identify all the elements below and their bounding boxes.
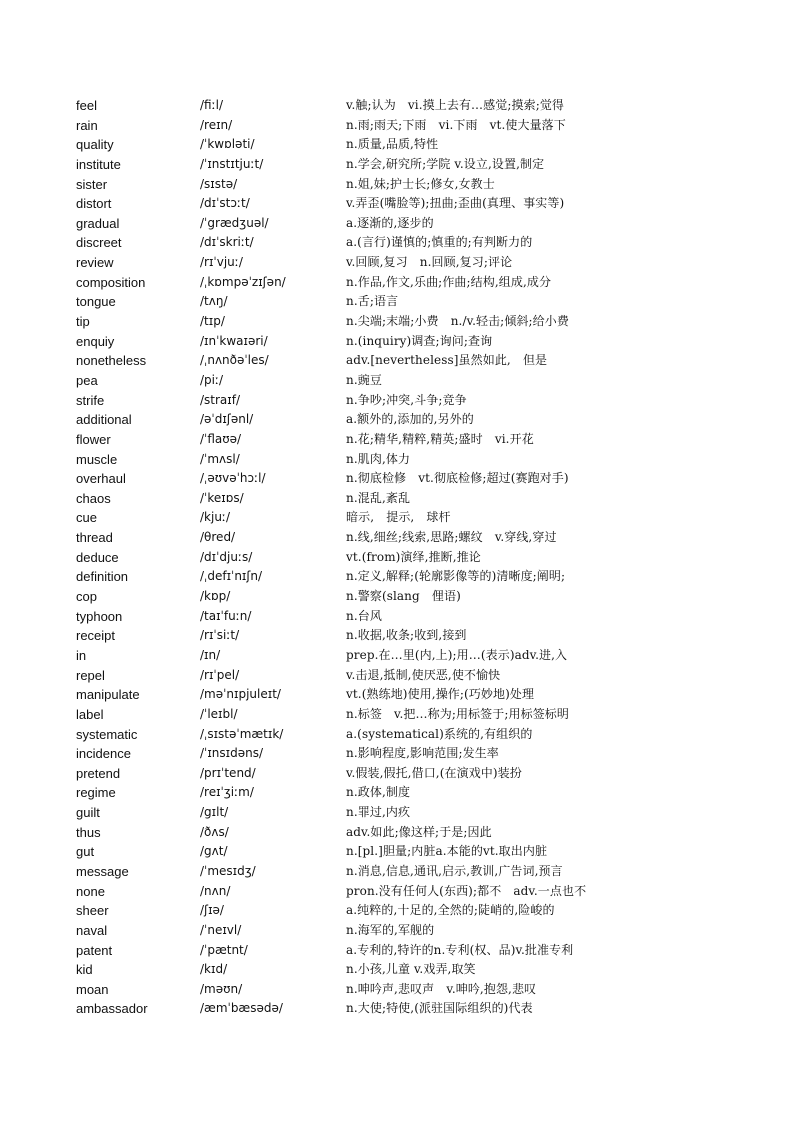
vocab-entry <box>76 312 776 332</box>
definition: n.豌豆 <box>346 372 382 387</box>
vocab-entry <box>76 567 776 587</box>
definition: n.争吵;冲突,斗争;竞争 <box>346 392 467 407</box>
headword: nonetheless <box>76 353 147 369</box>
definition: n.大使;特使,(派驻国际组织的)代表 <box>346 1001 533 1016</box>
vocab-entry <box>76 685 776 705</box>
vocab-entry <box>76 292 776 312</box>
headword: quality <box>76 137 114 153</box>
vocab-entry <box>76 194 776 214</box>
headword: strife <box>76 392 105 408</box>
definition: n.消息,信息,通讯,启示,教训,广告词,预言 <box>346 863 563 878</box>
headword: guilt <box>76 805 100 821</box>
definition: n.混乱,紊乱 <box>346 490 411 505</box>
headword: in <box>76 647 87 663</box>
headword: kid <box>76 962 93 978</box>
headword: gut <box>76 844 95 860</box>
pronunciation: /sɪstə/ <box>200 176 238 191</box>
vocab-entry <box>76 823 776 843</box>
definition: a.纯粹的,十足的,全然的;陡峭的,险峻的 <box>346 903 555 918</box>
definition: n.收据,收条;收到,接到 <box>346 628 467 643</box>
definition: n.罪过,内疚 <box>346 805 411 820</box>
vocab-entry <box>76 253 776 273</box>
pronunciation: /ˈkwɒləti/ <box>200 137 255 152</box>
pronunciation: /ɪnˈkwaɪəri/ <box>200 333 268 348</box>
headword: thus <box>76 824 101 840</box>
pronunciation: /æmˈbæsədə/ <box>200 1001 283 1016</box>
definition: a.额外的,添加的,另外的 <box>346 412 474 427</box>
pronunciation: /ˈmesɪdʒ/ <box>200 863 256 878</box>
pronunciation: /ˈflaʊə/ <box>200 431 242 446</box>
pronunciation: /dɪˈskriːt/ <box>200 235 254 250</box>
vocab-entry <box>76 882 776 902</box>
pronunciation: /ˈpætnt/ <box>200 942 248 957</box>
pronunciation: /əˈdɪʃənl/ <box>200 412 254 427</box>
definition: 暗示, 提示, 球杆 <box>346 510 451 525</box>
pronunciation: /ðʌs/ <box>200 824 229 839</box>
vocab-entry <box>76 999 776 1019</box>
pronunciation: /taɪˈfuːn/ <box>200 608 252 623</box>
pronunciation: /gɪlt/ <box>200 805 229 820</box>
definition: v.弄歪(嘴脸等);扭曲;歪曲(真理、事实等) <box>346 196 565 211</box>
headword: manipulate <box>76 687 140 703</box>
vocab-entry <box>76 725 776 745</box>
headword: typhoon <box>76 608 123 624</box>
definition: v.假装,假托,借口,(在演戏中)装扮 <box>346 765 522 780</box>
vocab-entry <box>76 430 776 450</box>
headword: composition <box>76 274 146 290</box>
headword: none <box>76 883 105 899</box>
definition: n.尖端;末端;小费 n./v.轻击;倾斜;给小费 <box>346 314 569 329</box>
definition: n.政体,制度 <box>346 785 411 800</box>
definition: n.小孩,儿童 v.戏弄,取笑 <box>346 962 476 977</box>
pronunciation: /rɪˈsiːt/ <box>200 628 240 643</box>
headword: moan <box>76 981 109 997</box>
definition: adv.如此;像这样;于是;因此 <box>346 824 492 839</box>
pronunciation: /kɒp/ <box>200 589 231 604</box>
pronunciation: /məʊn/ <box>200 981 243 996</box>
headword: muscle <box>76 451 118 467</box>
headword: naval <box>76 922 108 938</box>
headword: repel <box>76 667 105 683</box>
headword: message <box>76 863 129 879</box>
definition: n.学会,研究所;学院 v.设立,设置,制定 <box>346 156 545 171</box>
headword: sheer <box>76 903 109 919</box>
vocab-entry <box>76 351 776 371</box>
definition: prep.在…里(内,上);用…(表示)adv.进,入 <box>346 647 568 662</box>
vocab-entry <box>76 508 776 528</box>
headword: tongue <box>76 294 116 310</box>
definition: vt.(熟练地)使用,操作;(巧妙地)处理 <box>346 687 535 702</box>
definition: a.(言行)谨慎的;慎重的;有判断力的 <box>346 235 533 250</box>
definition: a.逐渐的,逐步的 <box>346 215 434 230</box>
headword: institute <box>76 156 121 172</box>
vocab-entry <box>76 803 776 823</box>
headword: chaos <box>76 490 111 506</box>
definition: n.影响程度,影响范围;发生率 <box>346 746 499 761</box>
vocab-entry <box>76 921 776 941</box>
vocab-entry <box>76 705 776 725</box>
definition: n.定义,解释;(轮廓影像等的)清晰度;阐明; <box>346 569 566 584</box>
definition: n.舌;语言 <box>346 294 399 309</box>
pronunciation: /kjuː/ <box>200 510 231 525</box>
pronunciation: /ˈneɪvl/ <box>200 922 242 937</box>
pronunciation: /rɪˈvjuː/ <box>200 255 243 270</box>
headword: receipt <box>76 628 116 644</box>
pronunciation: /ˈkeɪɒs/ <box>200 490 244 505</box>
pronunciation: /reɪˈʒiːm/ <box>200 785 254 800</box>
pronunciation: /ˈgrædʒuəl/ <box>200 215 269 230</box>
vocab-entry <box>76 273 776 293</box>
pronunciation: /rɪˈpel/ <box>200 667 240 682</box>
definition: v.触;认为 vi.摸上去有…感觉;摸索;觉得 <box>346 98 565 112</box>
headword: discreet <box>76 235 122 251</box>
definition: v.回顾,复习 n.回顾,复习;评论 <box>346 255 513 270</box>
vocab-entry <box>76 116 776 136</box>
definition: n.肌肉,体力 <box>346 451 411 466</box>
headword: overhaul <box>76 471 126 487</box>
pronunciation: /ˈmʌsl/ <box>200 451 240 466</box>
headword: cop <box>76 589 97 605</box>
pronunciation: /tɪp/ <box>200 314 225 329</box>
headword: pea <box>76 372 98 388</box>
pronunciation: /ˌdefɪˈnɪʃn/ <box>200 569 263 584</box>
definition: n.台风 <box>346 608 382 623</box>
definition: a.专利的,特许的n.专利(权、品)v.批准专利 <box>346 942 574 957</box>
pronunciation: /məˈnɪpjuleɪt/ <box>200 687 281 702</box>
headword: pretend <box>76 765 121 781</box>
headword: rain <box>76 117 98 133</box>
headword: ambassador <box>76 1001 148 1017</box>
headword: systematic <box>76 726 138 742</box>
vocab-entry <box>76 96 776 116</box>
vocab-entry <box>76 450 776 470</box>
definition: n.(inquiry)调查;询问;查询 <box>346 333 493 348</box>
headword: patent <box>76 942 113 958</box>
headword: feel <box>76 98 97 113</box>
vocab-entry <box>76 842 776 862</box>
pronunciation: /dɪˈstɔːt/ <box>200 196 250 211</box>
pronunciation: /fiːl/ <box>200 98 224 112</box>
definition: v.击退,抵制,使厌恶,使不愉快 <box>346 667 501 682</box>
vocab-entry <box>76 626 776 646</box>
definition: n.[pl.]胆量;内脏a.本能的vt.取出内脏 <box>346 844 548 859</box>
pronunciation: /ˈɪnstɪtjuːt/ <box>200 156 264 171</box>
headword: incidence <box>76 746 131 762</box>
headword: cue <box>76 510 97 526</box>
headword: deduce <box>76 549 119 565</box>
vocab-entry <box>76 901 776 921</box>
definition: n.彻底检修 vt.彻底检修;超过(赛跑对手) <box>346 471 569 486</box>
pronunciation: /piː/ <box>200 372 224 387</box>
vocab-entry <box>76 764 776 784</box>
vocab-entry <box>76 548 776 568</box>
vocab-entry <box>76 666 776 686</box>
definition: n.作品,作文,乐曲;作曲;结构,组成,成分 <box>346 274 552 289</box>
vocab-entry <box>76 646 776 666</box>
pronunciation: /prɪˈtend/ <box>200 765 256 780</box>
definition: vt.(from)演绎,推断,推论 <box>346 549 481 564</box>
vocab-entry <box>76 469 776 489</box>
vocab-entry <box>76 744 776 764</box>
headword: flower <box>76 431 111 447</box>
pronunciation: /straɪf/ <box>200 392 241 407</box>
headword: distort <box>76 196 112 212</box>
vocab-entry <box>76 135 776 155</box>
vocab-entry <box>76 155 776 175</box>
definition: n.呻吟声,悲叹声 v.呻吟,抱怨,悲叹 <box>346 981 537 996</box>
vocab-entry <box>76 233 776 253</box>
vocab-entry <box>76 980 776 1000</box>
vocab-entry <box>76 175 776 195</box>
pronunciation: /θred/ <box>200 530 236 545</box>
vocabulary-list <box>76 96 776 1019</box>
pronunciation: /ˌsɪstəˈmætɪk/ <box>200 726 284 741</box>
vocab-entry <box>76 371 776 391</box>
vocab-entry <box>76 862 776 882</box>
headword: label <box>76 706 104 722</box>
vocab-entry <box>76 489 776 509</box>
definition: adv.[nevertheless]虽然如此, 但是 <box>346 353 548 368</box>
pronunciation: /kɪd/ <box>200 962 228 977</box>
definition: n.海军的,军舰的 <box>346 922 435 937</box>
definition: n.线,细丝;线索,思路;螺纹 v.穿线,穿过 <box>346 530 557 545</box>
pronunciation: /dɪˈdjuːs/ <box>200 549 253 564</box>
headword: enquiy <box>76 333 115 349</box>
pronunciation: /tʌŋ/ <box>200 294 228 309</box>
headword: tip <box>76 314 90 330</box>
definition: pron.没有任何人(东西);都不 adv.一点也不 <box>346 883 587 898</box>
headword: definition <box>76 569 129 585</box>
pronunciation: /ɪn/ <box>200 647 221 662</box>
vocab-entry <box>76 214 776 234</box>
vocab-entry <box>76 941 776 961</box>
vocab-entry <box>76 391 776 411</box>
definition: n.标签 v.把…称为;用标签于;用标签标明 <box>346 706 569 721</box>
definition: n.花;精华,精粹,精英;盛时 vi.开花 <box>346 431 534 446</box>
pronunciation: /ˌkɒmpəˈzɪʃən/ <box>200 274 286 289</box>
vocab-entry <box>76 587 776 607</box>
definition: n.雨;雨天;下雨 vi.下雨 vt.使大量落下 <box>346 117 566 132</box>
pronunciation: /ˌnʌnðəˈles/ <box>200 353 269 368</box>
pronunciation: /ˌəʊvəˈhɔːl/ <box>200 471 266 486</box>
vocab-entry <box>76 607 776 627</box>
pronunciation: /reɪn/ <box>200 117 233 132</box>
vocab-entry <box>76 528 776 548</box>
vocab-entry <box>76 960 776 980</box>
vocab-entry <box>76 332 776 352</box>
definition: n.质量,品质,特性 <box>346 137 439 152</box>
headword: additional <box>76 412 132 428</box>
headword: review <box>76 255 114 271</box>
vocab-entry <box>76 410 776 430</box>
definition: a.(systematical)系统的,有组织的 <box>346 726 533 741</box>
vocab-entry <box>76 783 776 803</box>
pronunciation: /nʌn/ <box>200 883 231 898</box>
headword: sister <box>76 176 108 192</box>
pronunciation: /gʌt/ <box>200 844 228 859</box>
pronunciation: /ʃɪə/ <box>200 903 224 918</box>
headword: gradual <box>76 215 120 231</box>
pronunciation: /ˈɪnsɪdəns/ <box>200 746 264 761</box>
definition: n.警察(slang 俚语) <box>346 589 461 604</box>
definition: n.姐,妹;护士长;修女,女教士 <box>346 176 495 191</box>
pronunciation: /ˈleɪbl/ <box>200 706 238 721</box>
headword: regime <box>76 785 116 801</box>
headword: thread <box>76 530 113 546</box>
